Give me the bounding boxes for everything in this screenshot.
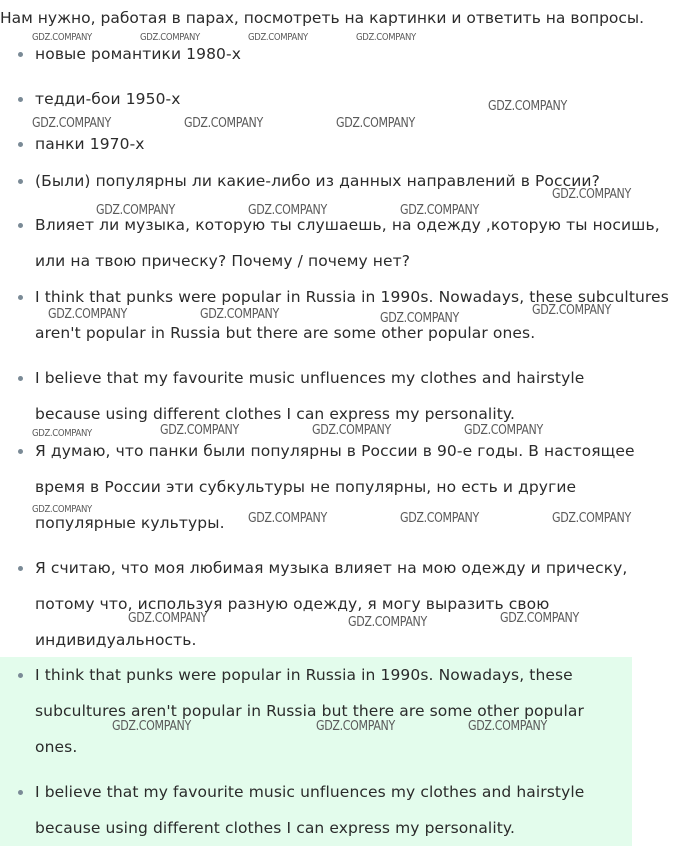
watermark: GDZ.COMPANY xyxy=(200,307,279,322)
watermark: GDZ.COMPANY xyxy=(532,303,611,318)
list-item-text: панки 1970-х xyxy=(35,135,145,153)
watermark: GDZ.COMPANY xyxy=(48,307,127,322)
watermark: GDZ.COMPANY xyxy=(248,203,327,218)
bullet-icon xyxy=(18,673,23,678)
list-item-text: Я думаю, что панки были популярны в России в 90-е годы. В настоящее время в России эти субкультуры не популярны, но есть и другие популярные культуры. xyxy=(35,442,635,532)
watermark: GDZ.COMPANY xyxy=(552,187,631,202)
watermark: GDZ.COMPANY xyxy=(248,511,327,526)
watermark: GDZ.COMPANY xyxy=(552,511,631,526)
list-item-text: тедди-бои 1950-х xyxy=(35,90,181,108)
list-item-text: I believe that my favourite music unfluences my clothes and hairstyle because using different clothes I can express my personality. xyxy=(35,783,585,837)
watermark: GDZ.COMPANY xyxy=(32,504,92,515)
list-item-text: (Были) популярны ли какие-либо из данных направлений в России? xyxy=(35,172,600,190)
watermark: GDZ.COMPANY xyxy=(468,719,547,734)
list-item-text: новые романтики 1980-х xyxy=(35,45,241,63)
list-item xyxy=(18,126,668,162)
bullet-icon xyxy=(18,566,23,571)
watermark: GDZ.COMPANY xyxy=(96,203,175,218)
watermark: GDZ.COMPANY xyxy=(464,423,543,438)
watermark: GDZ.COMPANY xyxy=(160,423,239,438)
watermark: GDZ.COMPANY xyxy=(32,428,92,439)
watermark: GDZ.COMPANY xyxy=(32,32,92,43)
list-item xyxy=(18,657,628,765)
list-item-text: Я считаю, что моя любимая музыка влияет на мою одежду и прическу, потому что, используя разную одежду, я могу выразить свою индивидуальность. xyxy=(35,559,628,649)
watermark: GDZ.COMPANY xyxy=(488,99,567,114)
watermark: GDZ.COMPANY xyxy=(128,611,207,626)
watermark: GDZ.COMPANY xyxy=(140,32,200,43)
list-item xyxy=(18,550,678,658)
watermark: GDZ.COMPANY xyxy=(248,32,308,43)
bullet-icon xyxy=(18,449,23,454)
list-item xyxy=(18,36,668,72)
bullet-icon xyxy=(18,376,23,381)
watermark: GDZ.COMPANY xyxy=(356,32,416,43)
watermark: GDZ.COMPANY xyxy=(336,116,415,131)
list-item xyxy=(18,360,648,432)
watermark: GDZ.COMPANY xyxy=(112,719,191,734)
watermark: GDZ.COMPANY xyxy=(348,615,427,630)
bullet-icon xyxy=(18,295,23,300)
list-item-text: I believe that my favourite music unfluences my clothes and hairstyle because using different clothes I can express my personality. xyxy=(35,369,585,423)
watermark: GDZ.COMPANY xyxy=(400,203,479,218)
watermark: GDZ.COMPANY xyxy=(316,719,395,734)
watermark: GDZ.COMPANY xyxy=(32,116,111,131)
watermark: GDZ.COMPANY xyxy=(184,116,263,131)
watermark: GDZ.COMPANY xyxy=(500,611,579,626)
bullet-icon xyxy=(18,52,23,57)
intro-text: Нам нужно, работая в парах, посмотреть на картинки и ответить на вопросы. xyxy=(0,9,645,27)
list-item-text: Влияет ли музыка, которую ты слушаешь, на одежду ,которую ты носишь, или на твою прическу? Почему / почему нет? xyxy=(35,216,660,270)
bullet-icon xyxy=(18,142,23,147)
list-item-text: I think that punks were popular in Russia in 1990s. Nowadays, these subcultures aren't popular in Russia but there are some other popular ones. xyxy=(35,288,669,342)
bullet-icon xyxy=(18,223,23,228)
watermark: GDZ.COMPANY xyxy=(380,311,459,326)
list-item xyxy=(18,774,628,846)
watermark: GDZ.COMPANY xyxy=(312,423,391,438)
bullet-icon xyxy=(18,179,23,184)
list-item-text: I think that punks were popular in Russia in 1990s. Nowadays, these subcultures aren't popular in Russia but there are some other popular ones. xyxy=(35,666,584,756)
bullet-icon xyxy=(18,790,23,795)
bullet-icon xyxy=(18,97,23,102)
watermark: GDZ.COMPANY xyxy=(400,511,479,526)
list-item xyxy=(18,81,668,117)
